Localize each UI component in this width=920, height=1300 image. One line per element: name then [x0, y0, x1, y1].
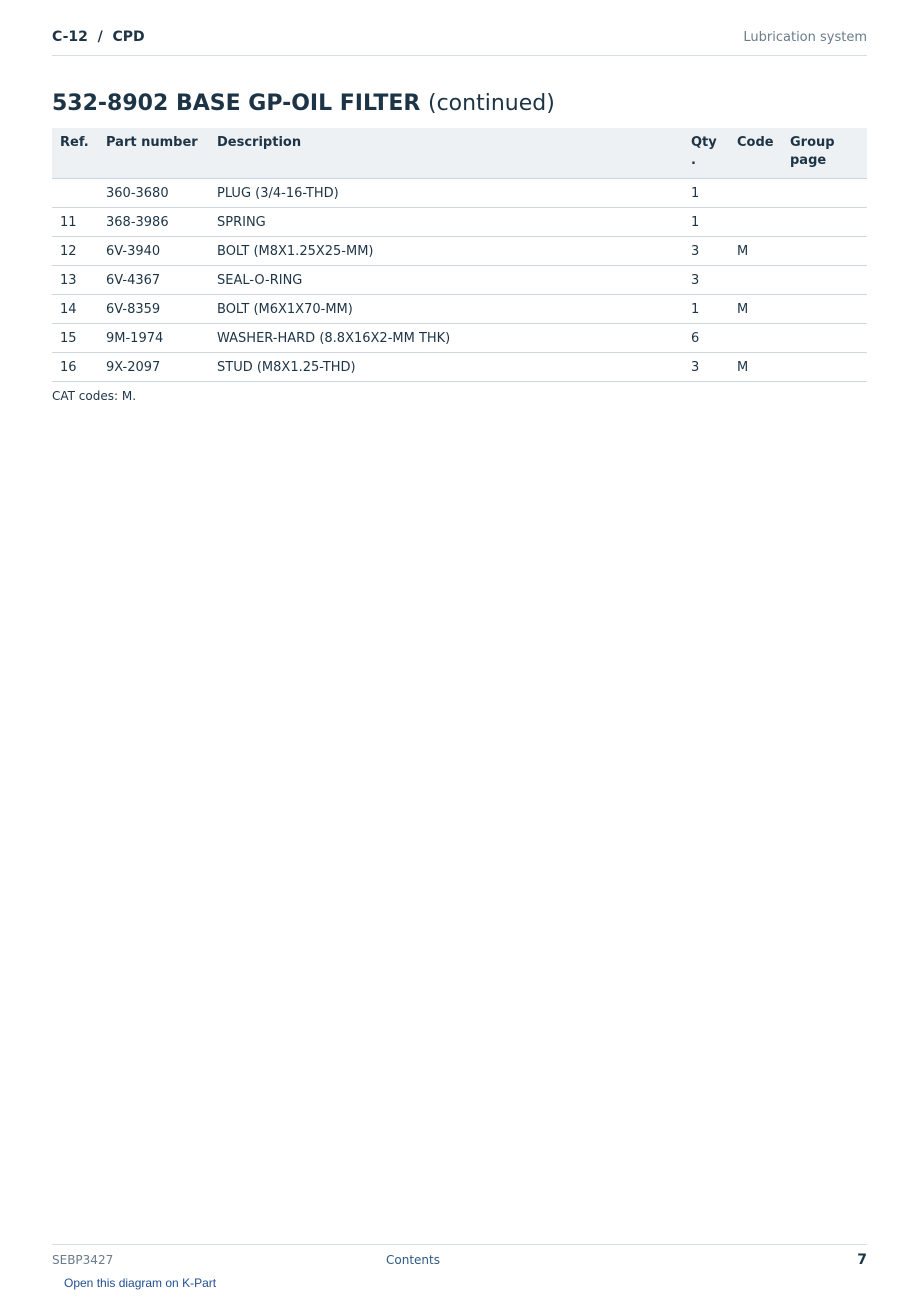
- contents-link[interactable]: Contents: [386, 1253, 440, 1267]
- cell-description: WASHER-HARD (8.8X16X2-MM THK): [217, 324, 691, 353]
- cell-part-number: 6V-8359: [106, 295, 217, 324]
- cell-code: [737, 266, 790, 295]
- cell-code: [737, 324, 790, 353]
- table-row: [52, 353, 867, 382]
- cell-group-page: [790, 208, 867, 237]
- title-suffix: (continued): [428, 91, 555, 116]
- cell-group-page: [790, 353, 867, 382]
- table-row: [52, 237, 867, 266]
- cell-ref: 14: [52, 295, 106, 324]
- header-row: [52, 128, 867, 179]
- title-main: 532-8902 BASE GP-OIL FILTER: [52, 91, 421, 116]
- cell-ref: 15: [52, 324, 106, 353]
- cell-description: STUD (M8X1.25-THD): [217, 353, 691, 382]
- cell-group-page: [790, 179, 867, 208]
- cell-description: PLUG (3/4-16-THD): [217, 179, 691, 208]
- cell-code: [737, 179, 790, 208]
- cell-ref: 12: [52, 237, 106, 266]
- cell-part-number: 368-3986: [106, 208, 217, 237]
- cell-ref: 11: [52, 208, 106, 237]
- cat-codes-note: CAT codes: M.: [52, 389, 137, 403]
- cell-group-page: [790, 266, 867, 295]
- page-header: [52, 28, 867, 56]
- column-header-code: Code: [737, 128, 790, 179]
- column-header-part-number: Part number: [106, 128, 217, 179]
- cell-description: SPRING: [217, 208, 691, 237]
- table-row: [52, 179, 867, 208]
- cell-code: M: [737, 353, 790, 382]
- column-header-description: Description: [217, 128, 691, 179]
- table-row: [52, 295, 867, 324]
- parts-table: [52, 128, 867, 382]
- cell-group-page: [790, 324, 867, 353]
- parts-table-header: [52, 128, 867, 179]
- table-row: [52, 324, 867, 353]
- cell-ref: [52, 179, 106, 208]
- column-header-qty: Qty .: [691, 128, 737, 179]
- cell-code: M: [737, 295, 790, 324]
- column-header-group-page: Group page: [790, 128, 867, 179]
- cell-part-number: 9M-1974: [106, 324, 217, 353]
- table-row: [52, 208, 867, 237]
- cell-qty: 1: [691, 208, 737, 237]
- section-name: Lubrication system: [743, 30, 867, 45]
- cell-ref: 13: [52, 266, 106, 295]
- cell-qty: 6: [691, 324, 737, 353]
- column-header-ref: Ref.: [52, 128, 106, 179]
- page-number: 7: [857, 1252, 867, 1268]
- page-title: [52, 90, 555, 118]
- parts-table-body: [52, 179, 867, 382]
- cell-part-number: 9X-2097: [106, 353, 217, 382]
- cell-code: [737, 208, 790, 237]
- cell-qty: 3: [691, 266, 737, 295]
- cell-ref: 16: [52, 353, 106, 382]
- cell-qty: 3: [691, 353, 737, 382]
- cell-group-page: [790, 237, 867, 266]
- breadcrumb: C-12 / CPD: [52, 29, 145, 45]
- cell-part-number: 360-3680: [106, 179, 217, 208]
- cell-qty: 3: [691, 237, 737, 266]
- cell-description: BOLT (M6X1X70-MM): [217, 295, 691, 324]
- cell-code: M: [737, 237, 790, 266]
- cell-group-page: [790, 295, 867, 324]
- table-row: [52, 266, 867, 295]
- cell-qty: 1: [691, 179, 737, 208]
- cell-description: SEAL-O-RING: [217, 266, 691, 295]
- cell-part-number: 6V-3940: [106, 237, 217, 266]
- document-id: SEBP3427: [52, 1253, 114, 1267]
- page-footer: [52, 1244, 867, 1275]
- cell-qty: 1: [691, 295, 737, 324]
- cell-part-number: 6V-4367: [106, 266, 217, 295]
- cell-description: BOLT (M8X1.25X25-MM): [217, 237, 691, 266]
- open-diagram-kpart-link[interactable]: Open this diagram on K-Part: [64, 1276, 217, 1290]
